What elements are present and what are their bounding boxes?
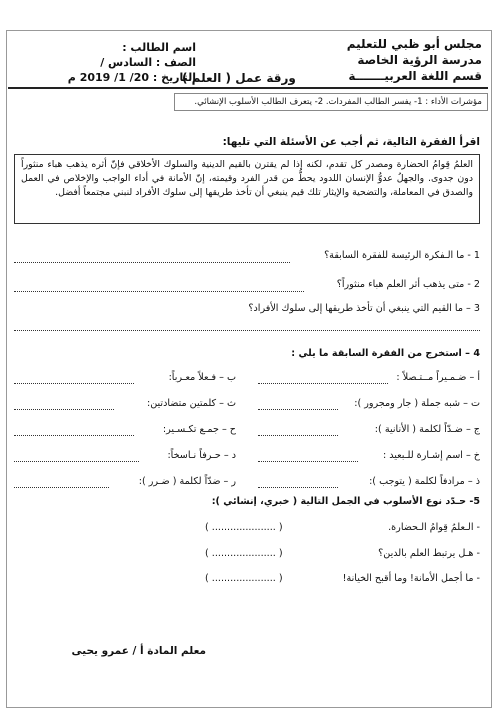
q4-item-th: ث – كلمتين متضادتين: [146,398,236,409]
question-4: 4 – استخرج من الفقرة السابقة ما يلي : [291,348,480,359]
council-name: مجلس أبو ظبي للتعليم [346,37,482,51]
worksheet-title: ورقة عمل ( العلم ) [182,71,296,85]
student-name-label: اسم الطالب : [122,41,196,54]
answer-line-3[interactable] [14,330,480,331]
q4-answer-th[interactable] [14,409,114,410]
q4-item-b: ب – فـعلاً معـرباً: [168,372,236,383]
q4-answer-kh[interactable] [258,461,358,462]
q5-blank-3[interactable]: ( ..................... ) [205,573,283,584]
answer-line-1[interactable] [14,262,290,263]
date-label: التاريخ : 20/ 1/ 2019 م [67,71,196,84]
q4-item-r: ر – ضدّاً لكلمة ( ضـرر ): [138,476,236,487]
q5-blank-1[interactable]: ( ..................... ) [205,522,283,533]
reading-instruction: اقرأ الفقرة التالية، ثم أجب عن الأسئلة التي تليها: [222,136,480,148]
header-rule [8,87,488,89]
q4-answer-b[interactable] [14,383,134,384]
question-3: 3 – ما القيم التي ينبغي أن تأخذ طريقها إلى سلوك الأفراد؟ [248,303,480,314]
question-1: 1 - ما الـفكرة الرئيسة للفقرة السابقة؟ [324,250,480,261]
q4-item-j: ج – ضـدّاً لكلمة ( الأنانية ): [374,424,480,435]
department-name: قسم اللغة العربيـــــــة [348,69,482,83]
q4-answer-t[interactable] [258,409,338,410]
question-2: 2 - متى يذهب أثر العلم هباء منثوراً؟ [336,279,480,290]
q4-answer-a[interactable] [258,383,388,384]
page-border [6,30,492,708]
teacher-signature: معلم المادة أ / عمرو يحيى [71,645,206,657]
question-5: 5- حـدّد نوع الأسلوب في الجمل التالية ( خبري، إنشائي ): [211,496,480,507]
q4-answer-dh[interactable] [258,487,338,488]
grade-label: الصف : السادس / [100,56,196,69]
q4-item-a: أ – ضـمـيراً مــتـصلاً : [396,372,480,383]
answer-line-2[interactable] [14,291,304,292]
q4-answer-r[interactable] [14,487,109,488]
q5-blank-2[interactable]: ( ..................... ) [205,548,283,559]
q4-answer-d[interactable] [14,461,139,462]
q4-item-h: ح – جمـع تكـسـير: [162,424,236,435]
q4-item-d: د – حـرفاً نـاسخاً: [167,450,236,461]
q5-sentence-2: - هـل يرتبط العلم بالدين؟ [378,548,480,559]
q5-sentence-3: - ما أجمل الأمانة! وما أقبح الخيانة! [342,573,480,584]
q4-answer-j[interactable] [258,435,338,436]
q4-answer-h[interactable] [14,435,134,436]
reading-passage: العلمُ قِوامُ الحضارة ومصدر كل تقدم، لكنه إذا لم يقترن بالقيم الدينية والسلوك الأخلاقي فإنّ أثره يذهب هباء منثوراً دون جدوى. والجهلُ عدوُّ الإنسان اللدود يحطُّ من قدر الفرد وقيمته، إنّ الأمانة في أداء الواجب والإخلاص في العمل والصدق في المعاملة، والتضحية والإيثار تلك قيم ينبغي أن تأخذ طريقها إلى سلوك الأفراد لنبني مجتمعاً أفضل. [14,154,480,224]
school-name: مدرسة الرؤية الخاصة [357,53,482,67]
q4-item-kh: خ – اسم إشـارة للـبعيد : [382,450,480,461]
q5-sentence-1: - الـعلمُ قِوامُ الـحضارة. [388,522,480,533]
q4-item-t: ت – شبه جملة ( جار ومجرور ): [354,398,480,409]
performance-indicators: مؤشرات الأداء : 1- يفسر الطالب المفردات. 2- يتعرف الطالب الأسلوب الإنشائي. [174,93,488,111]
q4-item-dh: ذ – مرادفاً لكلمة ( يتوجب ): [369,476,480,487]
